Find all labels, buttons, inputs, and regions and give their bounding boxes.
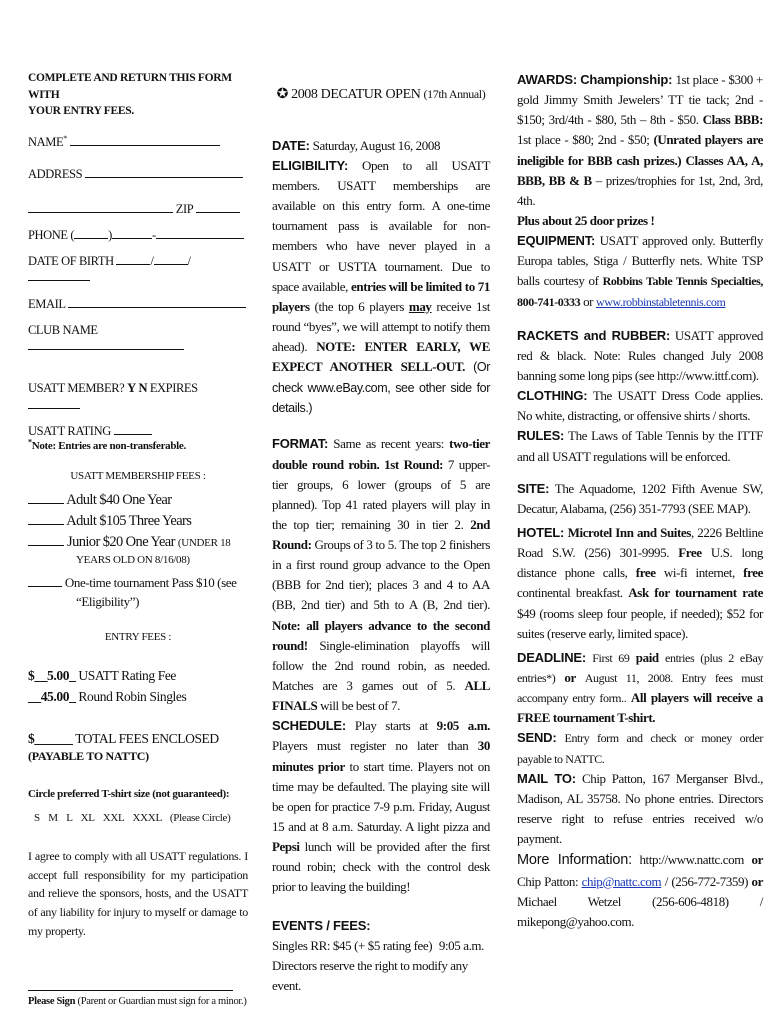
equipment-section: EQUIPMENT: USATT approved only. Butterfly Europa tables, Stiga / Butterfly nets. White TSP balls courtesy of Robbins Table Tennis Specialties, 800-741-0333 or www.robbinstabletennis.com: [517, 233, 764, 309]
robbins-link[interactable]: www.robbinstabletennis.com: [595, 294, 726, 309]
signature-line[interactable]: [28, 974, 233, 991]
membership-fees-title: USATT MEMBERSHIP FEES :: [70, 470, 206, 483]
rackets-section: RACKETS and RUBBER: USATT approved red & black. Note: Rules changed July 2008 banning some long pips (see http://www.ittf.com).: [517, 327, 763, 383]
zip-field[interactable]: ZIP: [28, 201, 248, 217]
name-field[interactable]: NAME*: [28, 134, 248, 150]
rules-section: RULES: The Laws of Table Tennis by the ITTF and all USATT regulations will be enforced.: [517, 428, 764, 464]
club-field[interactable]: CLUB NAME: [28, 322, 248, 355]
rating-field[interactable]: USATT RATING: [28, 423, 248, 439]
zip-line[interactable]: [196, 201, 240, 213]
star-icon: ✪: [276, 87, 288, 102]
payable-to: (PAYABLE TO NATTC): [28, 749, 149, 763]
eligibility-section: ELIGIBILITY: Open to all USATT members. USATT memberships are available on this entry form. A one-time tournament pass is available for non-members who have never played in a USATT or USTTA tournament. Due to space available, entries will be limited to 71 players (the top 6 players may receive 1st round “byes”, we will attempt to notify them ahead). NOTE: ENTER EARLY, WE EXPECT ANOTHER SELL-OUT. (Or check www.eBay.com, see other side for details.): [272, 157, 490, 415]
signature-label: Please Sign (Parent or Guardian must sign for a minor.): [28, 996, 247, 1008]
entry-fees-title: ENTRY FEES :: [104, 630, 172, 643]
expires-line[interactable]: [28, 397, 80, 409]
tshirt-title: Circle preferred T-shirt size (not guaranteed):: [28, 787, 230, 800]
event-title: ✪ 2008 DECATUR OPEN (17th Annual): [276, 87, 486, 102]
address-line-2[interactable]: [28, 201, 173, 213]
total-fees-line[interactable]: $______ TOTAL FEES ENCLOSED: [28, 730, 219, 746]
info-column: [517, 70, 763, 932]
chip-email-link[interactable]: chip@nattc.com: [581, 873, 662, 889]
rr-fee-line: __45.00_ Round Robin Singles: [28, 688, 187, 704]
fee-adult-3yr[interactable]: Adult $105 Three Years: [28, 511, 248, 532]
email-field[interactable]: EMAIL: [28, 296, 248, 312]
club-line[interactable]: [28, 338, 184, 350]
clothing-section: CLOTHING: The USATT Dress Code applies. No white, distracting, or offensive shirts / shorts.: [517, 388, 763, 424]
phone-field[interactable]: PHONE ( ) -: [28, 227, 248, 243]
address-line[interactable]: [85, 166, 243, 178]
tshirt-sizes[interactable]: S M L XL XXL XXXL (Please Circle): [34, 811, 231, 824]
mail-section: MAIL TO: Chip Patton, 167 Merganser Blvd., Madison, AL 35758. No phone entries. Directors reserve right to refuse entries received w/o payment.: [517, 770, 763, 847]
non-transferable-note: *Note: Entries are non-transferable.: [28, 437, 186, 453]
dob-field[interactable]: DATE OF BIRTH / /: [28, 253, 248, 286]
format-section: FORMAT: Same as recent years: two-tier double round robin. 1st Round: 7 upper-tier groups, 6 lower (groups of 5 are planned). Top 41 rated players will play in the top tier; remaining 30 in tier 2. 2nd Round: Groups of 3 to 5. The top 2 finishers in a first round group advance to the Open (BBB for 2nd tier); places 3 and 4 to AA (BB, 2nd tier) and 5th to A (B, 2nd tier). Note: all players advance to the second round! Single-elimination playoffs will follow the 2nd round robin, as needed. Matches are 3 games out of 5. ALL FINALS will be best of 7.: [272, 436, 491, 714]
send-section: SEND: Entry form and check or money order payable to NATTC.: [517, 730, 763, 766]
hotel-section: HOTEL: Microtel Inn and Suites, 2226 Beltline Road S.W. (256) 301-9995. Free U.S. long distance phone calls, free wi-fi internet, free continental breakfast. Ask for tournament rate $49 (rooms sleep four people, if needed); $52 for suites (reserve early, limited space).: [517, 524, 763, 641]
name-line[interactable]: [70, 134, 220, 146]
fee-onetime[interactable]: One-time tournament Pass $10 (see “Eligibility”): [28, 573, 248, 612]
fee-adult-1yr[interactable]: Adult $40 One Year: [28, 490, 248, 511]
form-instructions: COMPLETE AND RETURN THIS FORM WITH YOUR ENTRY FEES.: [28, 72, 232, 118]
email-line[interactable]: [68, 296, 246, 308]
rating-line[interactable]: [114, 423, 152, 435]
site-section: SITE: The Aquadome, 1202 Fifth Avenue SW, Decatur, Alabama, (256) 351-7793 (SEE MAP).: [517, 480, 763, 516]
more-info-section: More Information: http://www.nattc.com or Chip Patton: chip@nattc.com / (256-772-7359) or Michael Wetzel (256-606-4818) / mikepong@yahoo.com.: [517, 852, 763, 929]
event-details-column: [272, 70, 490, 996]
schedule-section: SCHEDULE: Play starts at 9:05 a.m. Players must register no later than 30 minutes prior to start time. Players not on time may be defaulted. The playing site will be open for practice 7-9 p.m. Friday, August 15 and at 8 a.m. Saturday. A light pizza and Pepsi lunch will be provided after the first round robin; check with the control desk prior to leaving the building!: [272, 718, 490, 895]
deadline-section: DEADLINE: First 69 paid entries (plus 2 eBay entries*) or August 11, 2008. Entry fees must accompany entry form.. All players will receive a FREE tournament T-shirt.: [517, 649, 763, 726]
member-field[interactable]: USATT MEMBER? Y N EXPIRES: [28, 380, 248, 413]
awards-section: AWARDS: Championship: 1st place - $300 + gold Jimmy Smith Jewelers’ TT tie tack; 2nd - $150; 3rd/4th - $80, 5th – 8th - $50. Class BBB: 1st place - $80; 2nd - $50; (Unrated players are ineligible for BBB cash prizes.) Classes AA, A, BBB, BB & B – prizes/trophies for 1st, 2nd, 3rd, 4th. Plus about 25 door prizes !: [517, 72, 764, 228]
events-fees-section: EVENTS / FEES: Singles RR: $45 (+ $5 rating fee) 9:05 a.m. Directors reserve the right to modify any event.: [272, 917, 484, 994]
fee-junior[interactable]: Junior $20 One Year (UNDER 18: [28, 532, 248, 553]
rating-fee-line: $__5.00_ USATT Rating Fee: [28, 668, 177, 684]
fee-junior-note: YEARS OLD ON 8/16/08): [76, 553, 190, 566]
liability-agreement: I agree to comply with all USATT regulations. I accept full responsibility for my participation and relieve the sponsors, hosts, and the USATT of any liability for injury to myself or damage to my property.: [28, 849, 248, 938]
date-section: DATE: Saturday, August 16, 2008: [272, 137, 441, 153]
address-field[interactable]: ADDRESS: [28, 166, 248, 182]
entry-form-column: [28, 70, 248, 1009]
